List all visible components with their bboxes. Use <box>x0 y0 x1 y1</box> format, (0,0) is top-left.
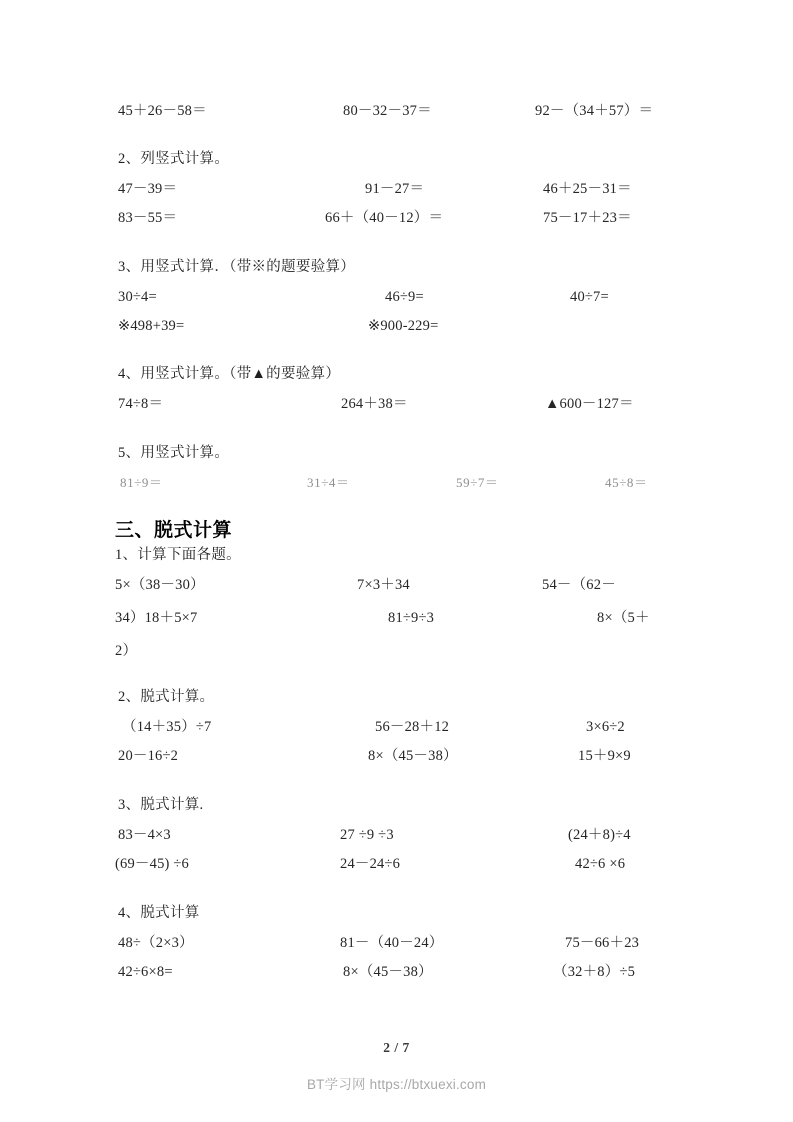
exercise-item: 91－27＝ <box>365 181 425 197</box>
exercise-item: 264＋38＝ <box>341 396 408 412</box>
section-heading-t1: 1、计算下面各题。 <box>115 547 241 563</box>
exercise-item: 75－17＋23＝ <box>543 210 632 226</box>
exercise-item: 47－39＝ <box>118 181 178 197</box>
exercise-item: 46÷9= <box>385 289 424 305</box>
exercise-item: 45＋26－58＝ <box>118 103 207 119</box>
exercise-item: 48÷（2×3） <box>118 935 194 951</box>
exercise-item: 83－55＝ <box>118 210 178 226</box>
exercise-item: 56－28＋12 <box>375 719 450 735</box>
exercise-item: 45÷8＝ <box>605 475 648 490</box>
exercise-item: 34）18＋5×7 <box>115 610 198 626</box>
exercise-item: 42÷6×8= <box>118 964 173 980</box>
exercise-item: 92－（34＋57）＝ <box>535 103 654 119</box>
section-heading-5: 5、用竖式计算。 <box>118 445 230 461</box>
exercise-item: （32＋8）÷5 <box>553 964 636 980</box>
exercise-item: 20－16÷2 <box>118 748 179 764</box>
exercise-item: 30÷4= <box>118 289 157 305</box>
exercise-item: 8×（45－38） <box>343 964 433 980</box>
exercise-item: 83－4×3 <box>118 827 171 843</box>
exercise-item: ※498+39= <box>118 318 185 334</box>
exercise-item: 54－（62－ <box>542 577 616 593</box>
exercise-item: 3×6÷2 <box>586 719 625 735</box>
exercise-item: 8×（45－38） <box>368 748 458 764</box>
exercise-item: 75－66＋23 <box>565 935 640 951</box>
section-heading-2: 2、列竖式计算。 <box>118 151 230 167</box>
exercise-item: 2） <box>115 643 138 659</box>
exercise-item: 81÷9＝ <box>120 475 163 490</box>
section-heading-3: 3、用竖式计算．（带※的题要验算） <box>118 259 356 275</box>
exercise-item: 66＋（40－12）＝ <box>325 210 444 226</box>
section-title-three: 三、脱式计算 <box>115 520 233 541</box>
exercise-item: 5×（38－30） <box>115 577 205 593</box>
exercise-item: 81÷9÷3 <box>388 610 435 626</box>
exercise-item: (24＋8)÷4 <box>568 827 631 843</box>
section-heading-t2: 2、脱式计算。 <box>118 689 215 705</box>
page-number: 2 / 7 <box>383 1040 410 1055</box>
exercise-item: ※900-229= <box>368 318 439 334</box>
section-heading-t3: 3、脱式计算. <box>118 797 204 813</box>
exercise-item: 80－32－37＝ <box>343 103 432 119</box>
exercise-item: 42÷6 ×6 <box>575 856 626 872</box>
exercise-item: 46＋25－31＝ <box>543 181 632 197</box>
exercise-item: 81－（40－24） <box>340 935 444 951</box>
exercise-item: 15＋9×9 <box>578 748 631 764</box>
exercise-item: （14＋35）÷7 <box>122 719 212 735</box>
exercise-item: 7×3＋34 <box>357 577 410 593</box>
section-heading-t4: 4、脱式计算 <box>118 905 200 921</box>
site-watermark: BT学习网 https://btxuexi.com <box>306 1077 487 1092</box>
exercise-item: 24－24÷6 <box>340 856 401 872</box>
exercise-item: 8×（5＋ <box>597 610 650 626</box>
exercise-item: 27 ÷9 ÷3 <box>340 827 394 843</box>
section-heading-4: 4、用竖式计算。（带▲的要验算） <box>118 366 341 382</box>
exercise-item: 74÷8＝ <box>118 396 164 412</box>
exercise-item: 40÷7= <box>570 289 609 305</box>
exercise-item: ▲600－127＝ <box>545 396 634 412</box>
exercise-item: 59÷7＝ <box>456 475 499 490</box>
exercise-item: 31÷4＝ <box>307 475 350 490</box>
exercise-item: (69－45) ÷6 <box>115 856 189 872</box>
